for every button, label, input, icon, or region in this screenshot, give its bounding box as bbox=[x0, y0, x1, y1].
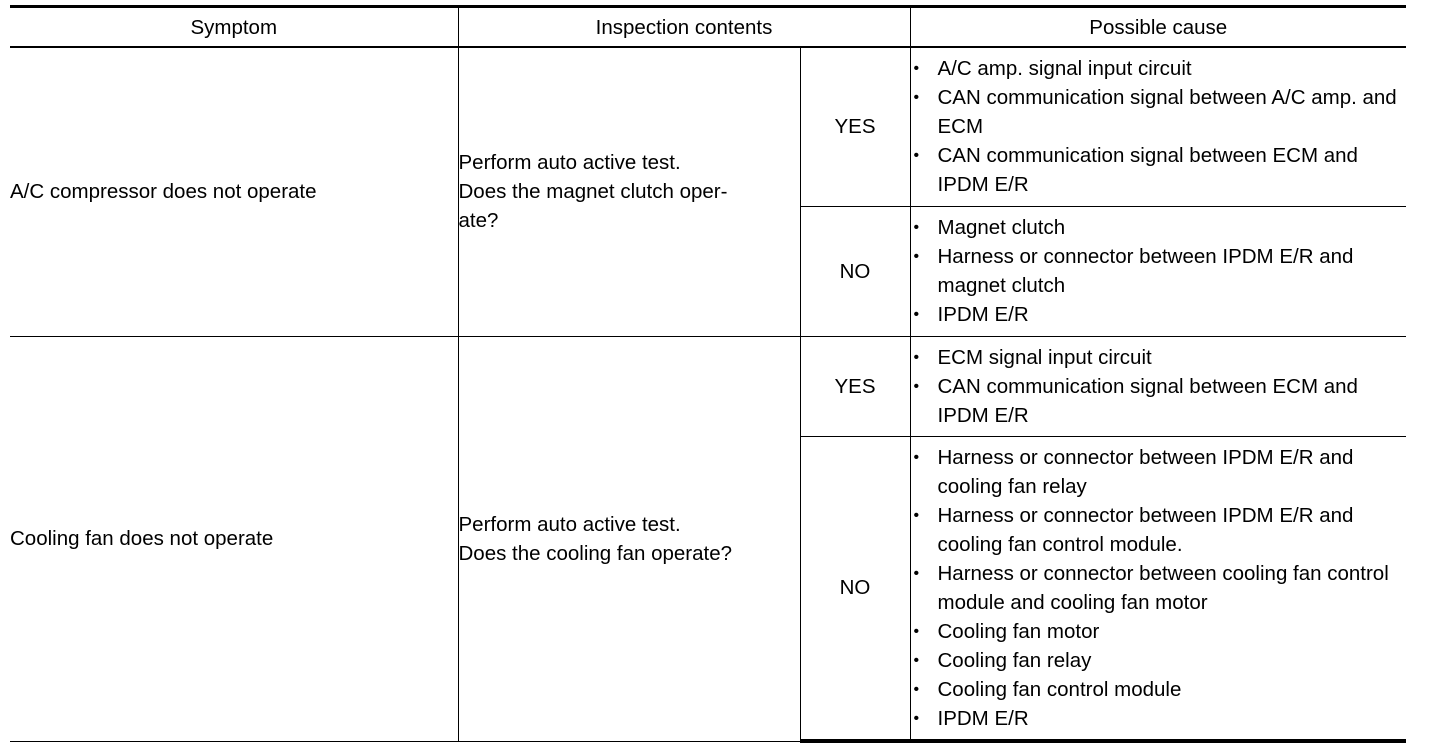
list-item: • Cooling fan relay bbox=[911, 646, 1407, 675]
table-row bbox=[10, 336, 1406, 436]
list-item: • Cooling fan motor bbox=[911, 617, 1407, 646]
cause-list bbox=[911, 54, 1407, 199]
inspection-line: Does the cooling fan operate? bbox=[458, 541, 733, 565]
inspection-cell bbox=[458, 47, 800, 336]
cause-list bbox=[911, 343, 1407, 430]
list-item: • Cooling fan control module bbox=[911, 675, 1407, 704]
possible-cause-cell bbox=[910, 336, 1406, 436]
list-item: • CAN communication signal between A/C amp. and ECM bbox=[911, 83, 1407, 141]
list-item: • IPDM E/R bbox=[911, 300, 1407, 329]
header-possible-cause: Possible cause bbox=[910, 7, 1406, 48]
list-item: • A/C amp. signal input circuit bbox=[911, 54, 1407, 83]
list-item: • CAN communication signal between ECM and IPDM E/R bbox=[911, 141, 1407, 199]
symptom-cell: A/C compressor does not operate bbox=[10, 47, 458, 336]
list-item: • Magnet clutch bbox=[911, 213, 1407, 242]
result-no: NO bbox=[800, 206, 910, 336]
inspection-line: ate? bbox=[458, 209, 499, 233]
inspection-cell bbox=[458, 336, 800, 741]
list-item: • CAN communication signal between ECM and IPDM E/R bbox=[911, 372, 1407, 430]
list-item: • IPDM E/R bbox=[911, 704, 1407, 733]
list-item: • Harness or connector between IPDM E/R and cooling fan relay bbox=[911, 443, 1407, 501]
possible-cause-cell bbox=[910, 47, 1406, 206]
possible-cause-cell bbox=[910, 206, 1406, 336]
list-item: • Harness or connector between IPDM E/R and cooling fan control module. bbox=[911, 501, 1407, 559]
cause-list bbox=[911, 213, 1407, 329]
table-header-row bbox=[10, 7, 1406, 48]
list-item: • ECM signal input circuit bbox=[911, 343, 1407, 372]
result-yes: YES bbox=[800, 47, 910, 206]
result-yes: YES bbox=[800, 336, 910, 436]
inspection-line: Perform auto active test. bbox=[458, 512, 681, 536]
inspection-line: Does the magnet clutch oper- bbox=[458, 180, 728, 204]
list-item: • Harness or connector between IPDM E/R and magnet clutch bbox=[911, 242, 1407, 300]
header-inspection-contents: Inspection contents bbox=[458, 7, 910, 48]
result-no: NO bbox=[800, 436, 910, 741]
table-row bbox=[10, 47, 1406, 206]
symptom-cell: Cooling fan does not operate bbox=[10, 336, 458, 741]
inspection-line: Perform auto active test. bbox=[458, 151, 681, 175]
header-symptom: Symptom bbox=[10, 7, 458, 48]
cause-list bbox=[911, 443, 1407, 733]
diagnosis-table bbox=[10, 5, 1406, 743]
list-item: • Harness or connector between cooling fan control module and cooling fan motor bbox=[911, 559, 1407, 617]
possible-cause-cell bbox=[910, 436, 1406, 741]
